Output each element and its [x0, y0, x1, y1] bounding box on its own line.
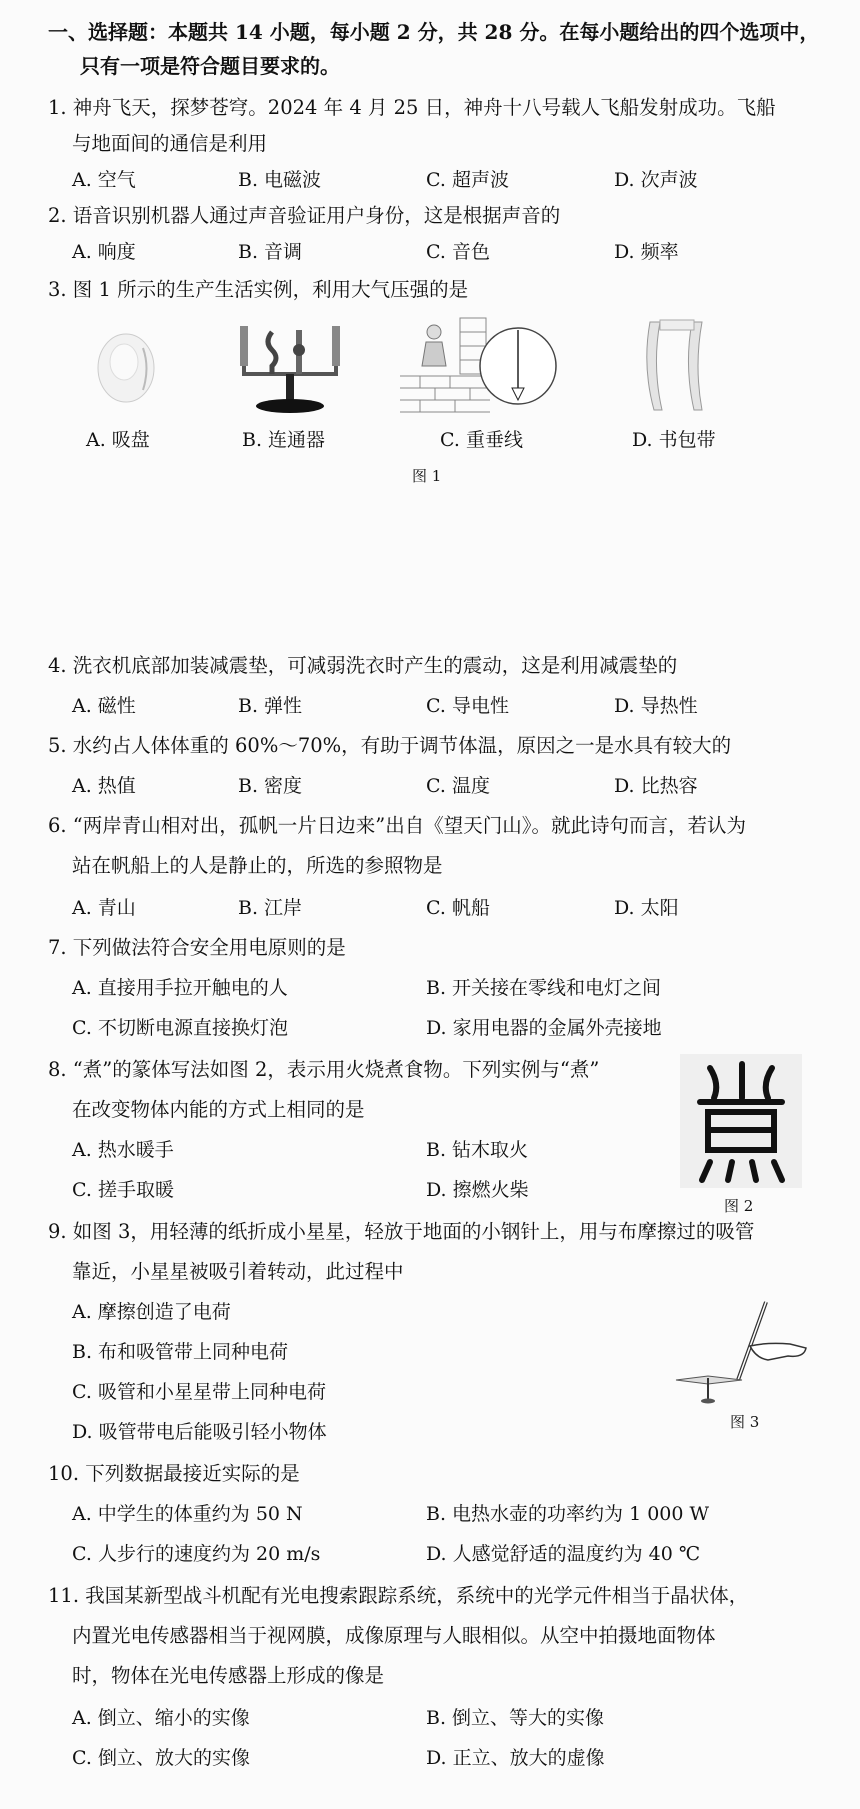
section-title: 一、选择题：本题共 14 小题，每小题 2 分，共 28 分。在每小题给出的四个选项中，	[48, 20, 820, 44]
q8-stem-cont: 在改变物体内能的方式上相同的是	[72, 1098, 365, 1121]
q11-stem-cont-2: 时，物体在光电传感器上形成的像是	[72, 1664, 385, 1687]
q10-option-d: D. 人感觉舒适的温度约为 40 ℃	[426, 1543, 701, 1565]
q5-option-b: B. 密度	[238, 775, 303, 797]
figure-2-caption: 图 2	[724, 1197, 754, 1215]
q3-option-a: A. 吸盘	[86, 429, 150, 451]
zhu-seal-script-figure	[680, 1054, 802, 1188]
q8-option-d: D. 擦燃火柴	[426, 1179, 529, 1201]
q3-option-d: D. 书包带	[632, 429, 716, 451]
q4-option-a: A. 磁性	[72, 695, 136, 717]
q9-option-a: A. 摩擦创造了电荷	[72, 1301, 231, 1323]
q4-option-d: D. 导热性	[614, 695, 698, 717]
q11-stem-cont-1: 内置光电传感器相当于视网膜，成像原理与人眼相似。从空中拍摄地面物体	[72, 1624, 716, 1647]
q11-option-a: A. 倒立、缩小的实像	[72, 1707, 250, 1729]
q11-option-b: B. 倒立、等大的实像	[426, 1707, 605, 1729]
straw-and-star-figure	[672, 1296, 812, 1408]
q7-option-a: A. 直接用手拉开触电的人	[72, 977, 288, 999]
q1-option-c: C. 超声波	[426, 169, 509, 191]
q6-option-c: C. 帆船	[426, 897, 490, 919]
q8-stem: 8. “煮”的篆体写法如图 2，表示用火烧煮食物。下列实例与“煮”	[48, 1058, 600, 1081]
q6-option-b: B. 江岸	[238, 897, 303, 919]
q11-option-c: C. 倒立、放大的实像	[72, 1747, 250, 1769]
q9-stem: 9. 如图 3，用轻薄的纸折成小星星，轻放于地面的小钢针上，用与布摩擦过的吸管	[48, 1220, 755, 1243]
q2-option-d: D. 频率	[614, 241, 679, 263]
q8-option-c: C. 搓手取暖	[72, 1179, 174, 1201]
q3-option-c: C. 重垂线	[440, 429, 523, 451]
q10-option-a: A. 中学生的体重约为 50 N	[72, 1503, 303, 1525]
q10-stem: 10. 下列数据最接近实际的是	[48, 1462, 300, 1485]
q3-option-b: B. 连通器	[242, 429, 326, 451]
q10-option-b: B. 电热水壶的功率约为 1 000 W	[426, 1503, 710, 1525]
q8-option-b: B. 钻木取火	[426, 1139, 529, 1161]
q7-option-c: C. 不切断电源直接换灯泡	[72, 1017, 288, 1039]
q2-option-a: A. 响度	[72, 241, 136, 263]
q2-option-c: C. 音色	[426, 241, 490, 263]
figure-3-caption: 图 3	[730, 1413, 760, 1431]
q4-option-b: B. 弹性	[238, 695, 303, 717]
suction-cup-figure	[88, 318, 168, 414]
q5-option-a: A. 热值	[72, 775, 136, 797]
q6-option-a: A. 青山	[72, 897, 136, 919]
q9-option-b: B. 布和吸管带上同种电荷	[72, 1341, 289, 1363]
q5-stem: 5. 水约占人体体重的 60%～70%，有助于调节体温，原因之一是水具有较大的	[48, 734, 732, 757]
q2-option-b: B. 音调	[238, 241, 303, 263]
q2-stem: 2. 语音识别机器人通过声音验证用户身份，这是根据声音的	[48, 204, 561, 227]
plumb-line-figure	[400, 314, 560, 418]
q1-option-b: B. 电磁波	[238, 169, 322, 191]
q6-stem: 6. “两岸青山相对出，孤帆一片日边来”出自《望天门山》。就此诗句而言，若认为	[48, 814, 746, 837]
q3-stem: 3. 图 1 所示的生产生活实例，利用大气压强的是	[48, 278, 469, 301]
figure-1-caption: 图 1	[412, 467, 442, 485]
q5-option-c: C. 温度	[426, 775, 490, 797]
q9-option-c: C. 吸管和小星星带上同种电荷	[72, 1381, 326, 1403]
q1-stem: 1. 神舟飞天，探梦苍穹。2024 年 4 月 25 日，神舟十八号载人飞船发射成功。飞船	[48, 96, 776, 119]
backpack-strap-figure	[636, 316, 716, 416]
q1-option-d: D. 次声波	[614, 169, 698, 191]
q7-stem: 7. 下列做法符合安全用电原则的是	[48, 936, 346, 959]
q6-stem-cont: 站在帆船上的人是静止的，所选的参照物是	[72, 854, 443, 877]
q7-option-d: D. 家用电器的金属外壳接地	[426, 1017, 662, 1039]
q11-option-d: D. 正立、放大的虚像	[426, 1747, 605, 1769]
q8-option-a: A. 热水暖手	[72, 1139, 174, 1161]
q6-option-d: D. 太阳	[614, 897, 679, 919]
q9-stem-cont: 靠近，小星星被吸引着转动，此过程中	[72, 1260, 404, 1283]
q4-option-c: C. 导电性	[426, 695, 509, 717]
connected-vessels-figure	[236, 322, 346, 418]
q1-option-a: A. 空气	[72, 169, 136, 191]
q7-option-b: B. 开关接在零线和电灯之间	[426, 977, 662, 999]
q1-stem-cont: 与地面间的通信是利用	[72, 132, 268, 155]
q9-option-d: D. 吸管带电后能吸引轻小物体	[72, 1421, 327, 1443]
q4-stem: 4. 洗衣机底部加装减震垫，可减弱洗衣时产生的震动，这是利用减震垫的	[48, 654, 678, 677]
section-title-cont: 只有一项是符合题目要求的。	[80, 54, 340, 78]
q11-stem: 11. 我国某新型战斗机配有光电搜索跟踪系统，系统中的光学元件相当于晶状体，	[48, 1584, 749, 1607]
q5-option-d: D. 比热容	[614, 775, 698, 797]
q10-option-c: C. 人步行的速度约为 20 m/s	[72, 1543, 321, 1565]
